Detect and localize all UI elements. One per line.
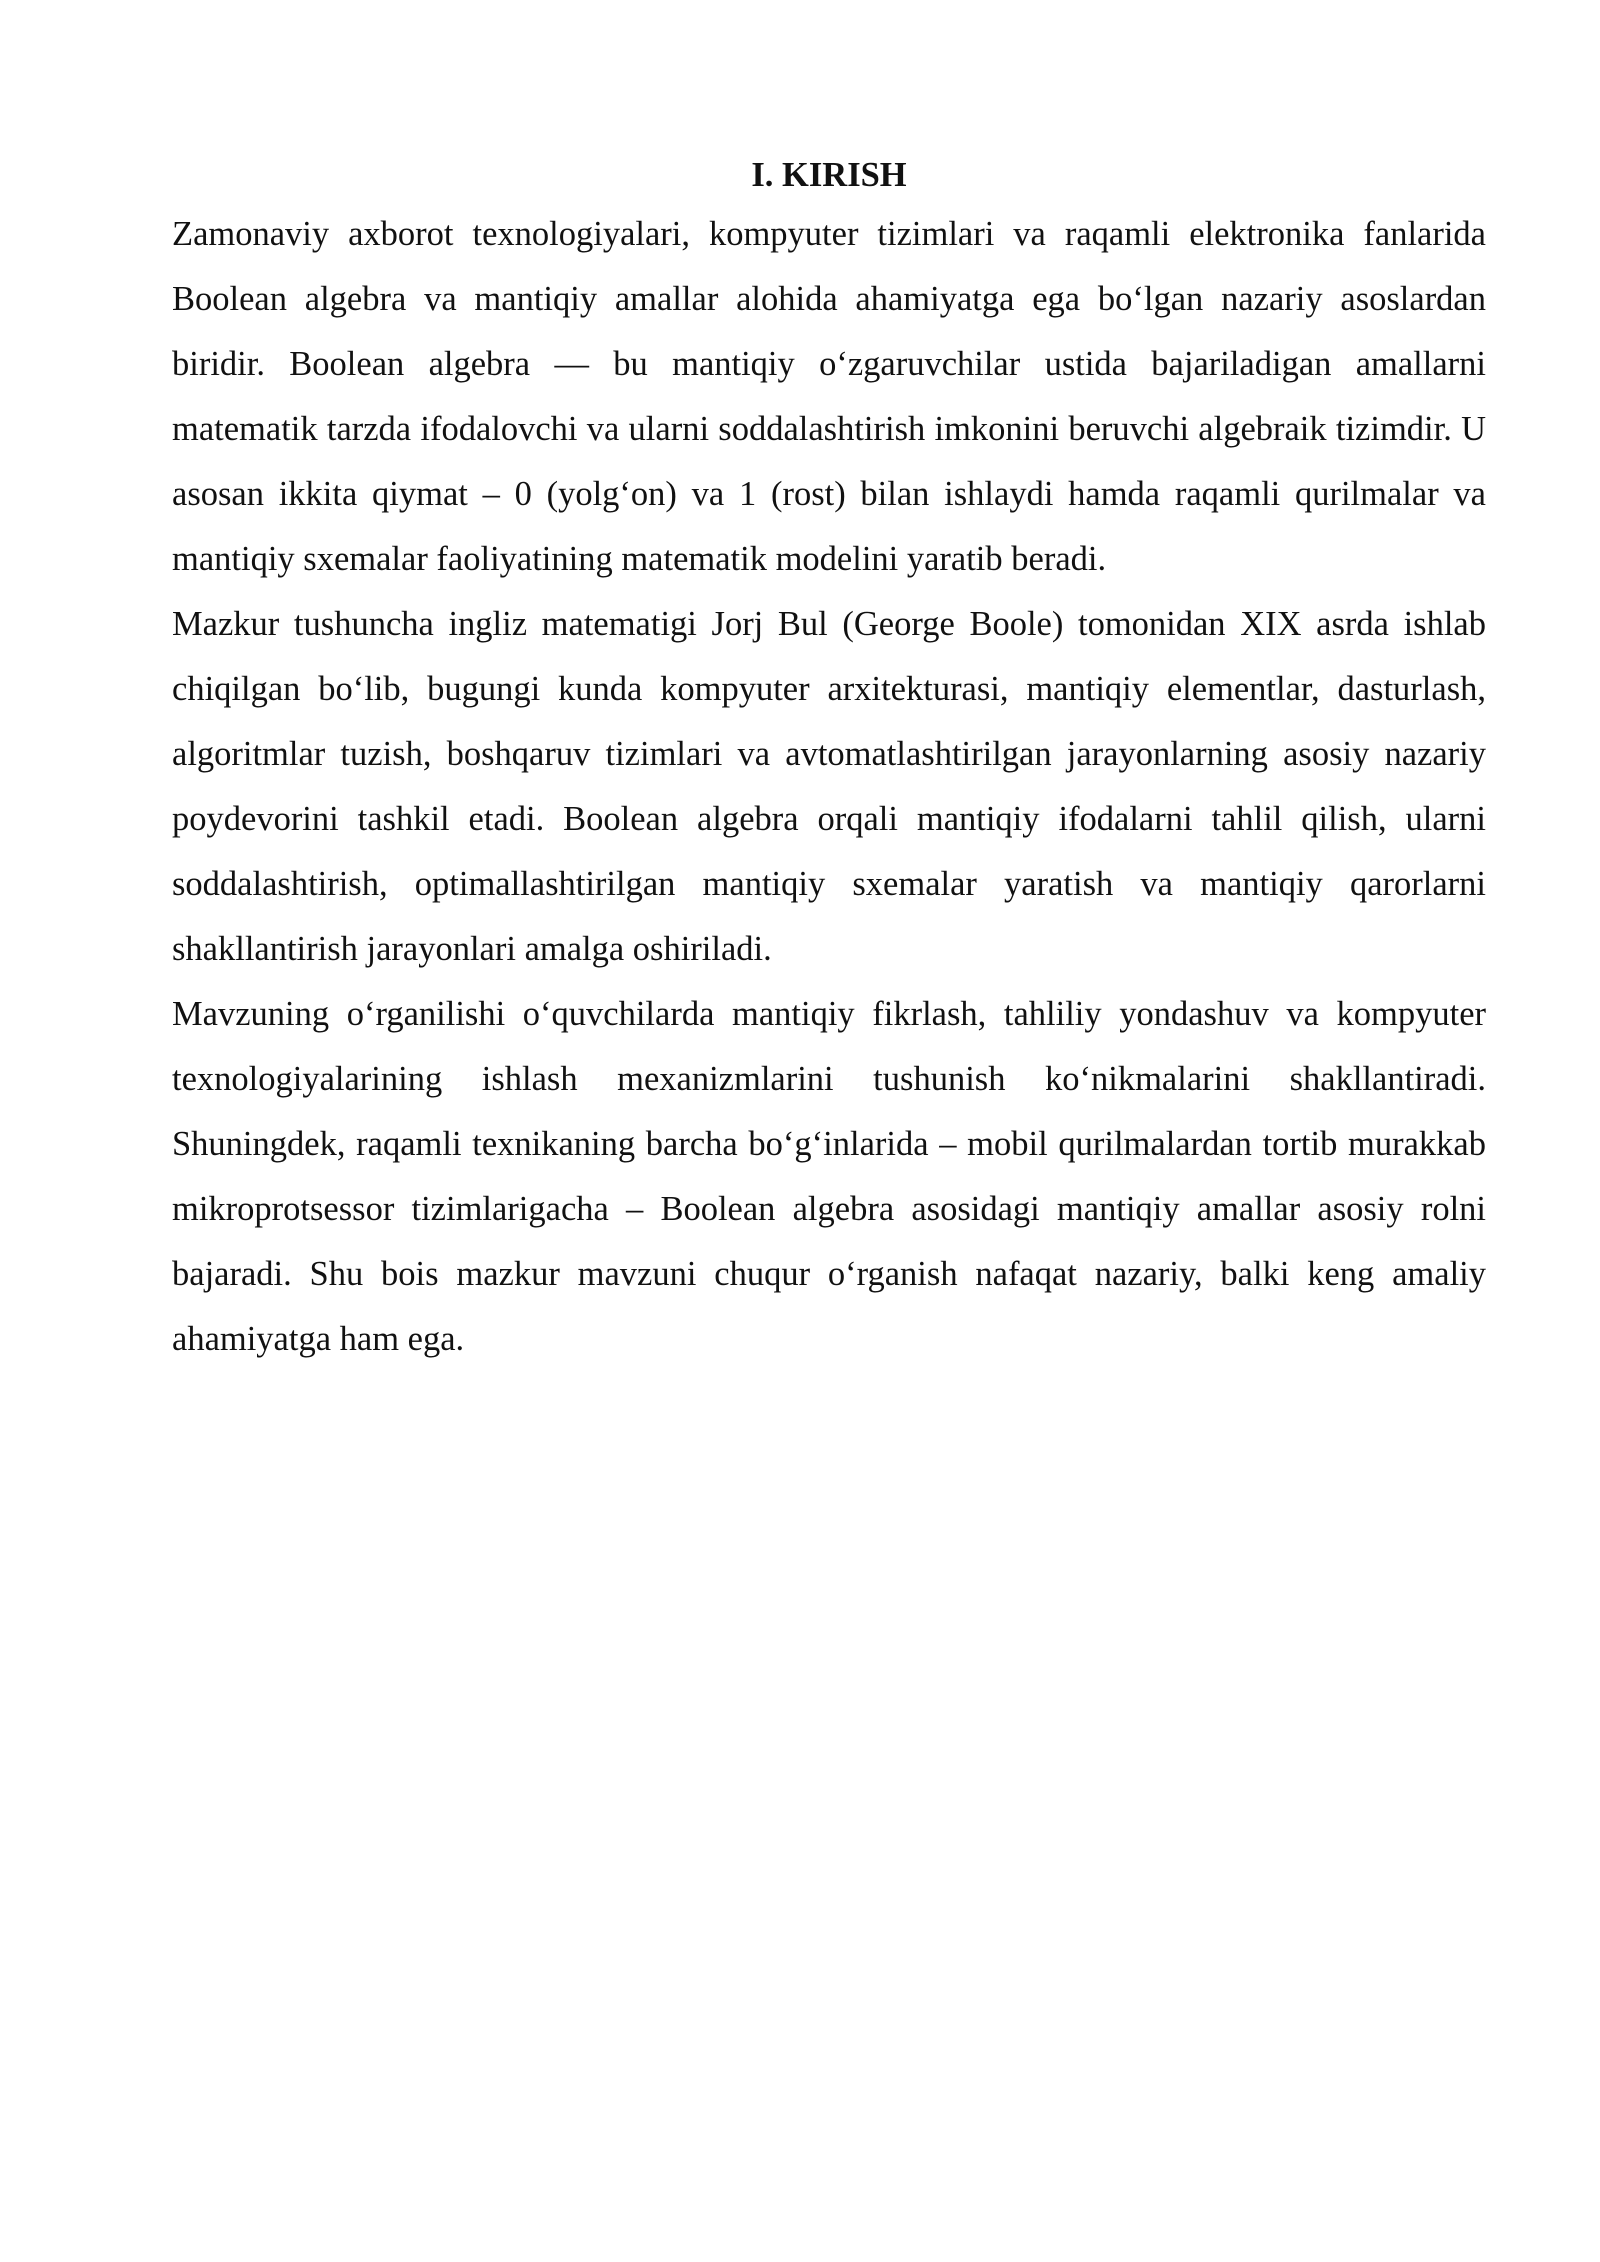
paragraph-history: Mazkur tushuncha ingliz matematigi Jorj Bul (George Boole) tomonidan XIX asrda ishlab chiqilgan bo‘lib, bugungi kunda kompyuter arxitekturasi, mantiqiy elementlar, dasturlash, algoritmlar tuzish, boshqaruv tizimlari va avtomatlashtirilgan jarayonlarning asosiy nazariy poydevorini tashkil etadi. Boolean algebra orqali mantiqiy ifodalarni tahlil qilish, ularni soddalashtirish, optimallashtirilgan mantiqiy sxemalar yaratish va mantiqiy qarorlarni shakllantirish jarayonlari amalga oshiriladi. [172, 605, 1486, 968]
paragraph-significance: Mavzuning o‘rganilishi o‘quvchilarda mantiqiy fikrlash, tahliliy yondashuv va kompyuter texnologiyalarining ishlash mexanizmlarini tushunish ko‘nikmalarini shakllantiradi. Shuningdek, raqamli texnikaning barcha bo‘g‘inlarida – mobil qurilmalardan tortib murakkab mikroprotsessor tizimlarigacha – Boolean algebra asosidagi mantiqiy amallar asosiy rolni bajaradi. Shu bois mazkur mavzuni chuqur o‘rganish nafaqat nazariy, balki keng amaliy ahamiyatga ham ega. [172, 995, 1486, 1358]
section-heading: I. KIRISH [751, 156, 907, 194]
paragraph-intro: Zamonaviy axborot texnologiyalari, kompyuter tizimlari va raqamli elektronika fanlarida Boolean algebra va mantiqiy amallar alohida ahamiyatga ega bo‘lgan nazariy asoslardan biridir. Boolean algebra — bu mantiqiy o‘zgaruvchilar ustida bajariladigan amallarni matematik tarzda ifodalovchi va ularni soddalashtirish imkonini beruvchi algebraik tizimdir. U asosan ikkita qiymat – 0 (yolg‘on) va 1 (rost) bilan ishlaydi hamda raqamli qurilmalar va mantiqiy sxemalar faoliyatining matematik modelini yaratib beradi. [172, 215, 1486, 578]
document-body [172, 148, 1486, 1372]
